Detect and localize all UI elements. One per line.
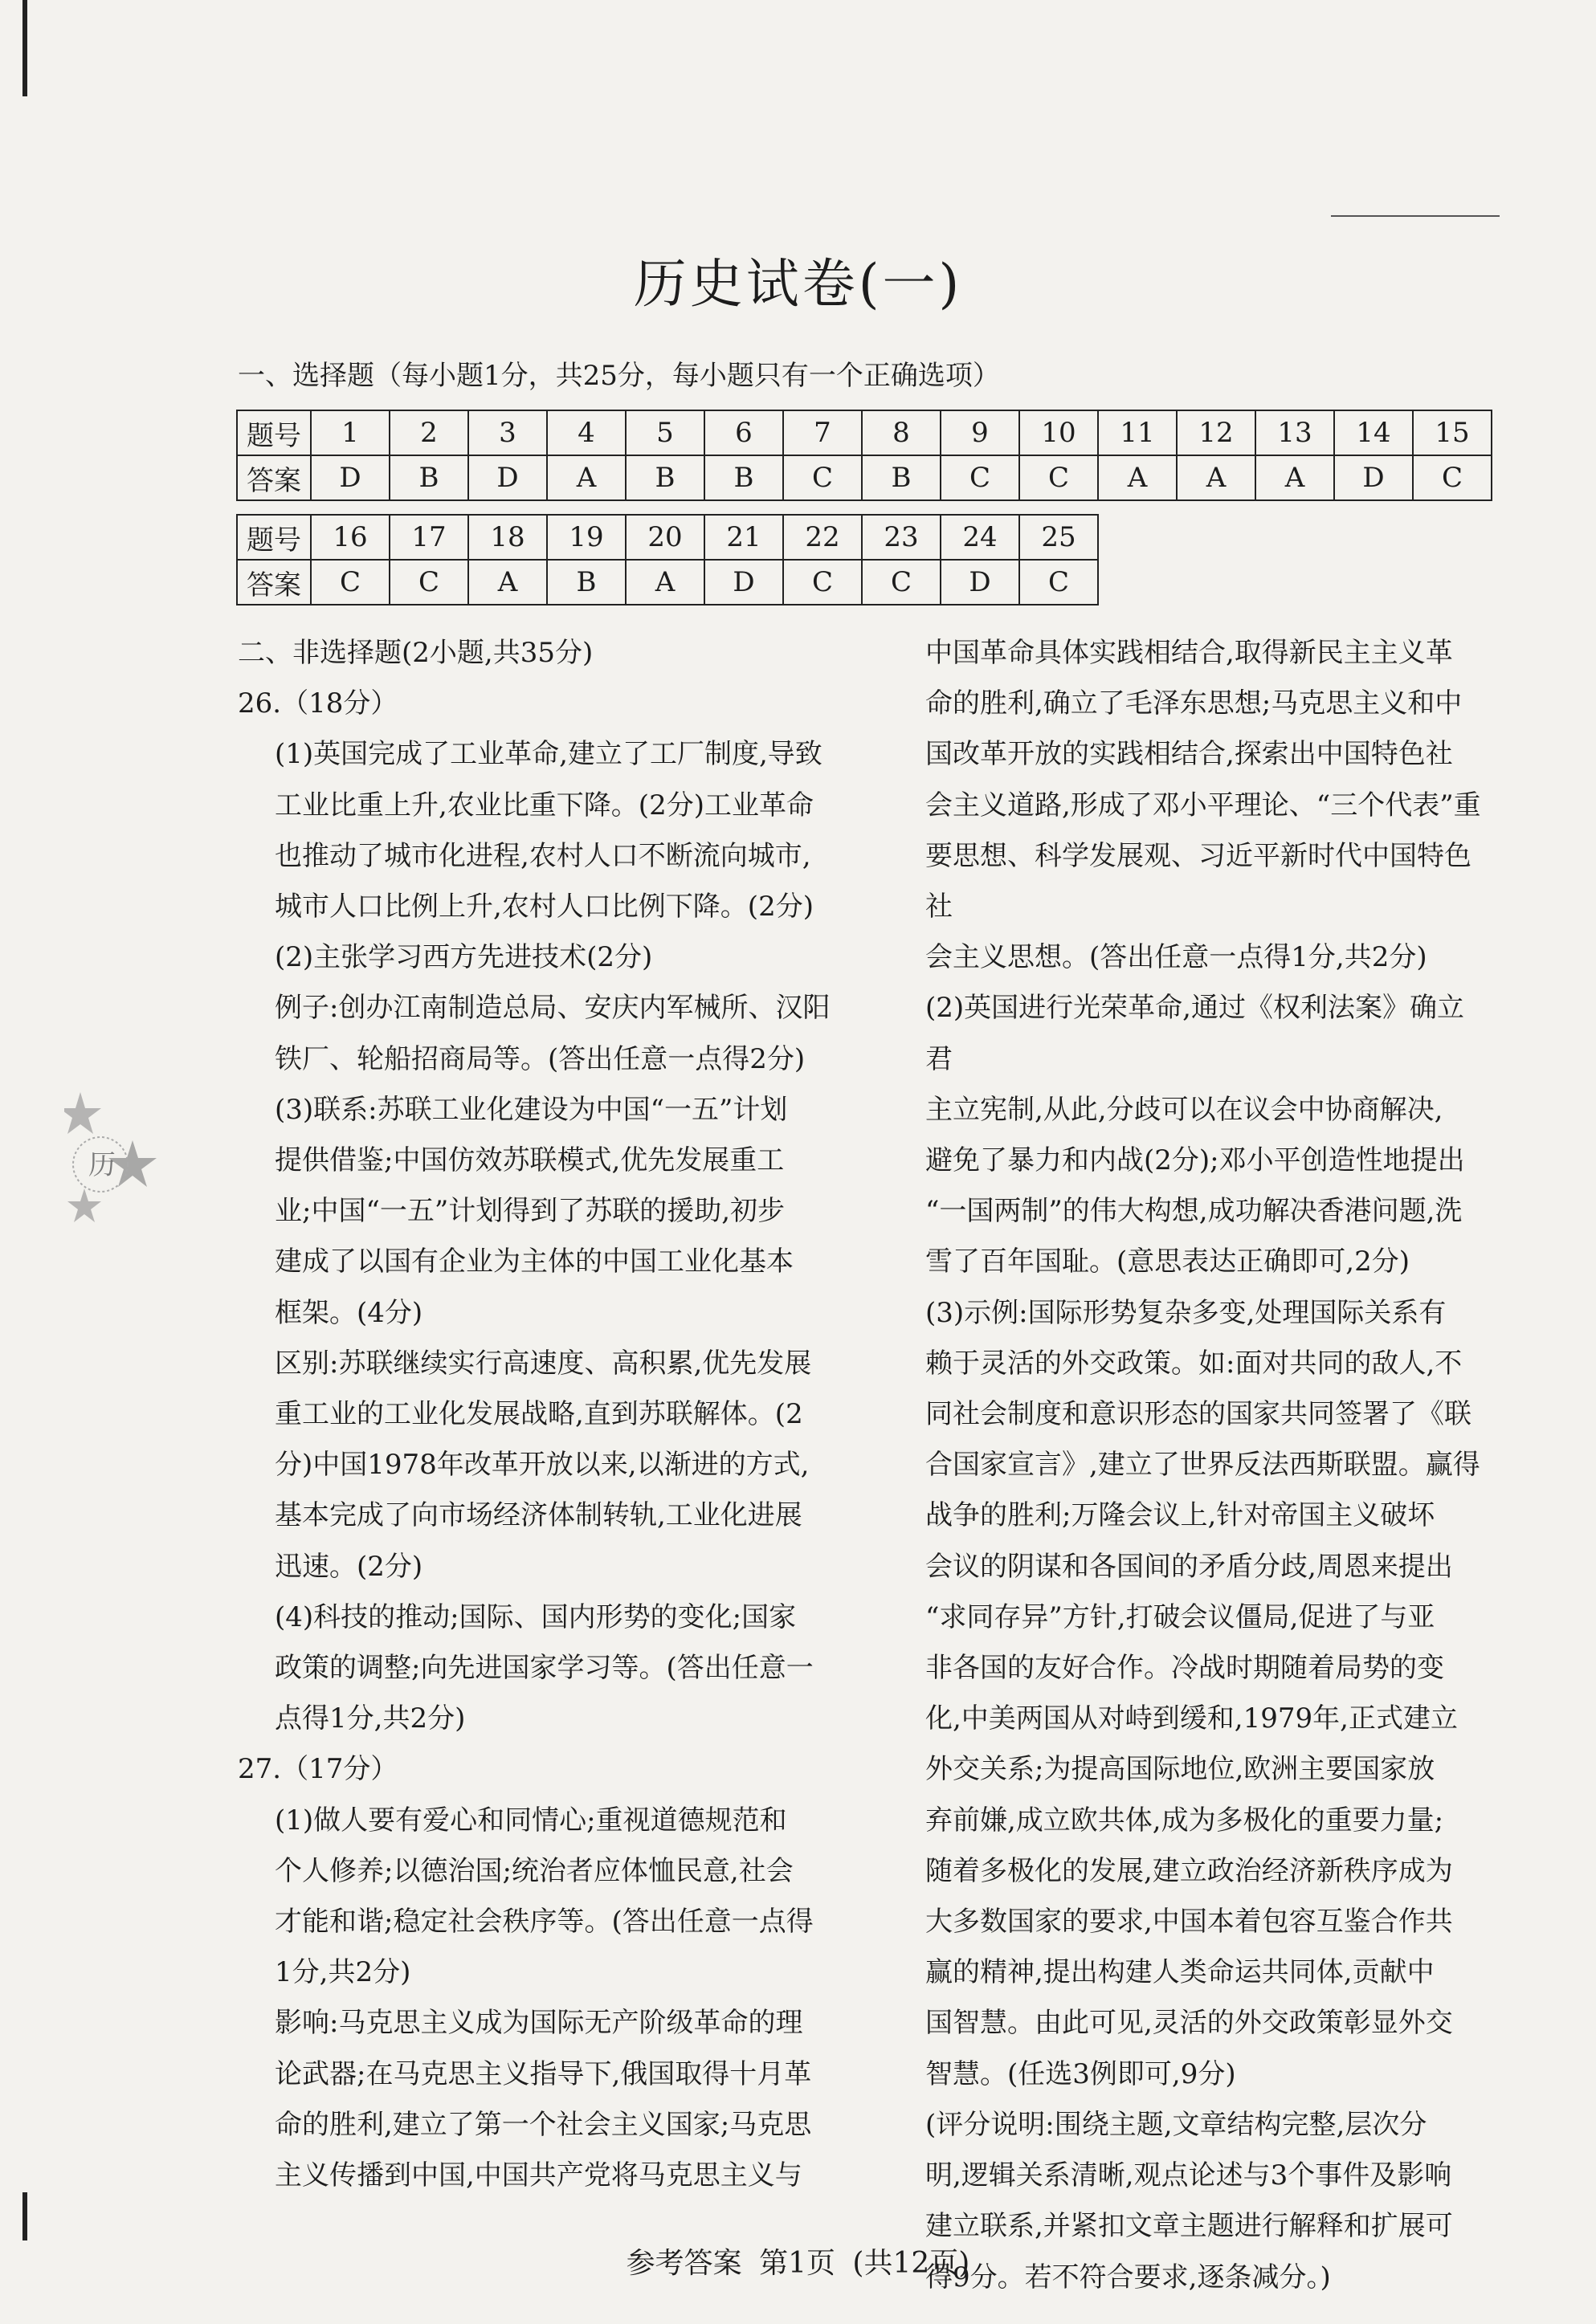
answer-cell: C [941, 455, 1019, 500]
question-number-cell: 18 [468, 515, 547, 560]
text-line: 要思想、科学发展观、习近平新时代中国特色社 [925, 839, 1472, 923]
text-line: 26.（18分） [238, 687, 398, 720]
text-line: 同社会制度和意识形态的国家共同签署了《联 [925, 1398, 1472, 1431]
text-line: 政策的调整;向先进国家学习等。(答出任意一 [275, 1652, 814, 1685]
question-number-cell: 16 [311, 515, 390, 560]
section-heading-choice: 一、选择题（每小题1分，共25分，每小题只有一个正确选项） [238, 360, 1000, 392]
text-line: 化,中美两国从对峙到缓和,1979年,正式建立 [925, 1702, 1458, 1735]
question-number-cell: 13 [1255, 410, 1334, 455]
stamp-char: 历 [88, 1149, 116, 1181]
text-line: 命的胜利,建立了第一个社会主义国家;马克思 [275, 2108, 812, 2141]
text-line: 点得1分,共2分) [275, 1702, 466, 1735]
text-line: 雪了百年国耻。(意思表达正确即可,2分) [925, 1246, 1410, 1278]
answer-cell: A [1255, 455, 1334, 500]
text-line: (评分说明:围绕主题,文章结构完整,层次分 [925, 2108, 1427, 2141]
text-line: 例子:创办江南制造总局、安庆内军械所、汉阳 [275, 992, 831, 1025]
answer-cell: A [1098, 455, 1177, 500]
text-line: 会主义道路,形成了邓小平理论、“三个代表”重 [925, 789, 1481, 822]
text-line: 建立联系,并紧扣文章主题进行解释和扩展可 [925, 2210, 1453, 2243]
text-line: 中国革命具体实践相结合,取得新民主主义革 [925, 637, 1453, 669]
answer-cell: C [862, 560, 941, 605]
question-number-cell: 25 [1019, 515, 1098, 560]
text-line: 国智慧。由此可见,灵活的外交政策彰显外交 [925, 2007, 1453, 2040]
text-line: 铁厂、轮船招商局等。(答出任意一点得2分) [275, 1042, 806, 1075]
text-line: 战争的胜利;万隆会议上,针对帝国主义破坏 [925, 1499, 1435, 1532]
question-number-cell: 17 [390, 515, 468, 560]
text-line: 区别:苏联继续实行高速度、高积累,优先发展 [275, 1347, 812, 1380]
text-line: 得9分。若不符合要求,逐条减分。) [925, 2261, 1331, 2293]
text-line: 城市人口比例上升,农村人口比例下降。(2分) [275, 891, 814, 923]
answer-cell: C [311, 560, 390, 605]
text-line: 迅速。(2分) [275, 1550, 423, 1583]
table-header-question: 题号 [237, 410, 311, 455]
answer-cell: A [468, 560, 547, 605]
question-number-cell: 3 [468, 410, 547, 455]
answer-cell: D [1334, 455, 1413, 500]
answer-cell: D [704, 560, 783, 605]
question-number-cell: 12 [1177, 410, 1255, 455]
answer-cell: B [626, 455, 704, 500]
text-line: 才能和谐;稳定社会秩序等。(答出任意一点得 [275, 1906, 814, 1939]
text-line: 分)中国1978年改革开放以来,以渐进的方式, [275, 1449, 810, 1482]
question-number-cell: 4 [547, 410, 626, 455]
answer-cell: B [704, 455, 783, 500]
text-line: 也推动了城市化进程,农村人口不断流向城市, [275, 839, 811, 872]
text-line: (4)科技的推动;国际、国内形势的变化;国家 [275, 1600, 797, 1633]
question-number-cell: 15 [1413, 410, 1492, 455]
text-line: 非各国的友好合作。冷战时期随着局势的变 [925, 1652, 1444, 1685]
right-column [925, 628, 1488, 2303]
text-line: 论武器;在马克思主义指导下,俄国取得十月革 [275, 2057, 812, 2090]
top-rule [1331, 215, 1500, 217]
question-number-cell: 6 [704, 410, 783, 455]
question-number-cell: 8 [862, 410, 941, 455]
scan-edge-mark [22, 0, 27, 96]
text-line: 业;中国“一五”计划得到了苏联的援助,初步 [275, 1195, 786, 1228]
page-title: 历史试卷(一) [633, 253, 963, 315]
answer-cell: B [390, 455, 468, 500]
text-line: (1)英国完成了工业革命,建立了工厂制度,导致 [275, 738, 822, 771]
text-line: 大多数国家的要求,中国本着包容互鉴合作共 [925, 1906, 1453, 1939]
text-line: “一国两制”的伟大构想,成功解决香港问题,洗 [925, 1195, 1463, 1228]
answer-cell: B [862, 455, 941, 500]
answer-cell: A [626, 560, 704, 605]
text-line: 基本完成了向市场经济体制转轨,工业化进展 [275, 1499, 802, 1532]
answer-cell: D [311, 455, 390, 500]
answer-cell: C [1019, 455, 1098, 500]
text-line: 二、非选择题(2小题,共35分) [238, 637, 594, 669]
answer-cell: D [468, 455, 547, 500]
answer-cell: A [1177, 455, 1255, 500]
answer-cell: C [783, 560, 862, 605]
question-number-cell: 10 [1019, 410, 1098, 455]
question-number-cell: 21 [704, 515, 783, 560]
text-line: 重工业的工业化发展战略,直到苏联解体。(2 [275, 1398, 803, 1431]
text-line: 1分,共2分) [275, 1956, 411, 1989]
text-line: 会议的阴谋和各国间的矛盾分歧,周恩来提出 [925, 1550, 1453, 1583]
text-line: (2)英国进行光荣革命,通过《权利法案》确立君 [925, 992, 1464, 1075]
text-line: 赖于灵活的外交政策。如:面对共同的敌人,不 [925, 1347, 1463, 1380]
question-number-cell: 9 [941, 410, 1019, 455]
text-line: 外交关系;为提高国际地位,欧洲主要国家放 [925, 1753, 1435, 1786]
text-line: 会主义思想。(答出任意一点得1分,共2分) [925, 941, 1427, 974]
answer-cell: B [547, 560, 626, 605]
text-line: 主立宪制,从此,分歧可以在议会中协商解决, [925, 1093, 1443, 1126]
text-line: 主义传播到中国,中国共产党将马克思主义与 [275, 2159, 802, 2192]
question-number-cell: 1 [311, 410, 390, 455]
question-number-cell: 2 [390, 410, 468, 455]
text-line: (1)做人要有爱心和同情心;重视道德规范和 [275, 1804, 787, 1837]
text-line: 个人修养;以德治国;统治者应体恤民意,社会 [275, 1854, 794, 1887]
text-line: 避免了暴力和内战(2分);邓小平创造性地提出 [925, 1144, 1465, 1177]
text-line: (3)联系:苏联工业化建设为中国“一五”计划 [275, 1093, 788, 1126]
question-number-cell: 14 [1334, 410, 1413, 455]
scan-edge-mark-bottom [22, 2192, 27, 2240]
question-number-cell: 22 [783, 515, 862, 560]
question-number-cell: 20 [626, 515, 704, 560]
question-number-cell: 11 [1098, 410, 1177, 455]
question-number-cell: 23 [862, 515, 941, 560]
table-header-answer: 答案 [237, 560, 311, 605]
page-footer: 参考答案 第1页 (共12页) [626, 2247, 970, 2280]
text-line: 国改革开放的实践相结合,探索出中国特色社 [925, 738, 1453, 771]
text-line: 弃前嫌,成立欧共体,成为多极化的重要力量; [925, 1804, 1444, 1837]
answer-cell: C [1019, 560, 1098, 605]
answer-cell: C [390, 560, 468, 605]
text-line: 27.（17分） [238, 1753, 398, 1786]
left-column [238, 628, 848, 2201]
question-number-cell: 7 [783, 410, 862, 455]
answer-cell: A [547, 455, 626, 500]
text-line: (3)示例:国际形势复杂多变,处理国际关系有 [925, 1296, 1447, 1329]
answer-cell: D [941, 560, 1019, 605]
text-line: 提供借鉴;中国仿效苏联模式,优先发展重工 [275, 1144, 785, 1177]
text-line: 框架。(4分) [275, 1296, 423, 1329]
question-number-cell: 24 [941, 515, 1019, 560]
text-line: 智慧。(任选3例即可,9分) [925, 2057, 1236, 2090]
text-line: 赢的精神,提出构建人类命运共同体,贡献中 [925, 1956, 1435, 1989]
table-header-question: 题号 [237, 515, 311, 560]
text-line: 合国家宣言》,建立了世界反法西斯联盟。赢得 [925, 1449, 1480, 1482]
text-line: 工业比重上升,农业比重下降。(2分)工业革命 [275, 789, 814, 822]
star-stamp-icon [64, 1084, 161, 1229]
text-line: 影响:马克思主义成为国际无产阶级革命的理 [275, 2007, 803, 2040]
question-number-cell: 19 [547, 515, 626, 560]
text-line: 建成了以国有企业为主体的中国工业化基本 [275, 1246, 794, 1278]
question-number-cell: 5 [626, 410, 704, 455]
text-line: “求同存异”方针,打破会议僵局,促进了与亚 [925, 1600, 1435, 1633]
table-header-answer: 答案 [237, 455, 311, 500]
text-line: (2)主张学习西方先进技术(2分) [275, 941, 653, 974]
answer-cell: C [783, 455, 862, 500]
answer-table-1 [236, 410, 1492, 501]
answer-table-2 [236, 514, 1099, 605]
answer-cell: C [1413, 455, 1492, 500]
text-line: 随着多极化的发展,建立政治经济新秩序成为 [925, 1854, 1453, 1887]
text-line: 命的胜利,确立了毛泽东思想;马克思主义和中 [925, 687, 1463, 720]
text-line: 明,逻辑关系清晰,观点论述与3个事件及影响 [925, 2159, 1452, 2192]
